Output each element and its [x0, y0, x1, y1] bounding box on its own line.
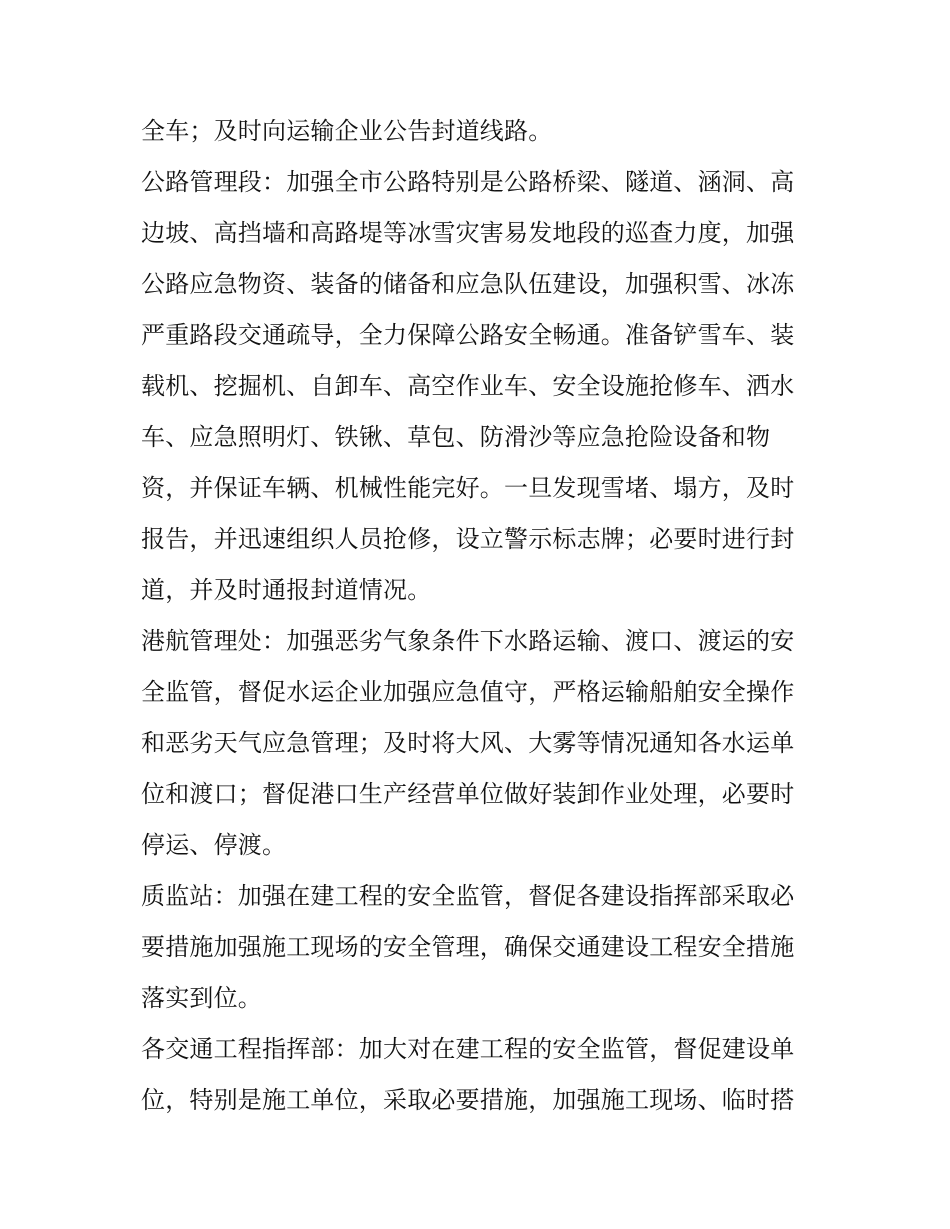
text-line: 公路应急物资、装备的储备和应急队伍建设，加强积雪、冰冻 [141, 270, 795, 298]
document-body [141, 106, 821, 1126]
text-line: 资，并保证车辆、机械性能完好。一旦发现雪堵、塌方，及时 [141, 474, 795, 502]
text-line: 停运、停渡。 [141, 831, 287, 859]
text-line: 和恶劣天气应急管理；及时将大风、大雾等情况通知各水运单 [141, 729, 795, 757]
text-line: 质监站：加强在建工程的安全监管，督促各建设指挥部采取必 [141, 882, 795, 910]
text-line: 严重路段交通疏导，全力保障公路安全畅通。准备铲雪车、装 [141, 321, 795, 349]
text-line: 载机、挖掘机、自卸车、高空作业车、安全设施抢修车、洒水 [141, 372, 795, 400]
text-line: 位，特别是施工单位，采取必要措施，加强施工现场、临时搭 [141, 1086, 795, 1114]
text-line: 要措施加强施工现场的安全管理，确保交通建设工程安全措施 [141, 933, 795, 961]
text-line: 落实到位。 [141, 984, 262, 1012]
text-line: 边坡、高挡墙和高路堤等冰雪灾害易发地段的巡查力度，加强 [141, 219, 795, 247]
text-line: 各交通工程指挥部：加大对在建工程的安全监管，督促建设单 [141, 1035, 795, 1063]
text-line: 全监管，督促水运企业加强应急值守，严格运输船舶安全操作 [141, 678, 795, 706]
text-line: 港航管理处：加强恶劣气象条件下水路运输、渡口、渡运的安 [141, 627, 795, 655]
text-line: 全车；及时向运输企业公告封道线路。 [141, 117, 553, 145]
text-line: 位和渡口；督促港口生产经营单位做好装卸作业处理，必要时 [141, 780, 795, 808]
text-line: 报告，并迅速组织人员抢修，设立警示标志牌；必要时进行封 [141, 525, 795, 553]
text-line: 道，并及时通报封道情况。 [141, 576, 432, 604]
text-line: 车、应急照明灯、铁锹、草包、防滑沙等应急抢险设备和物 [141, 423, 771, 451]
text-line: 公路管理段：加强全市公路特别是公路桥梁、隧道、涵洞、高 [141, 168, 795, 196]
